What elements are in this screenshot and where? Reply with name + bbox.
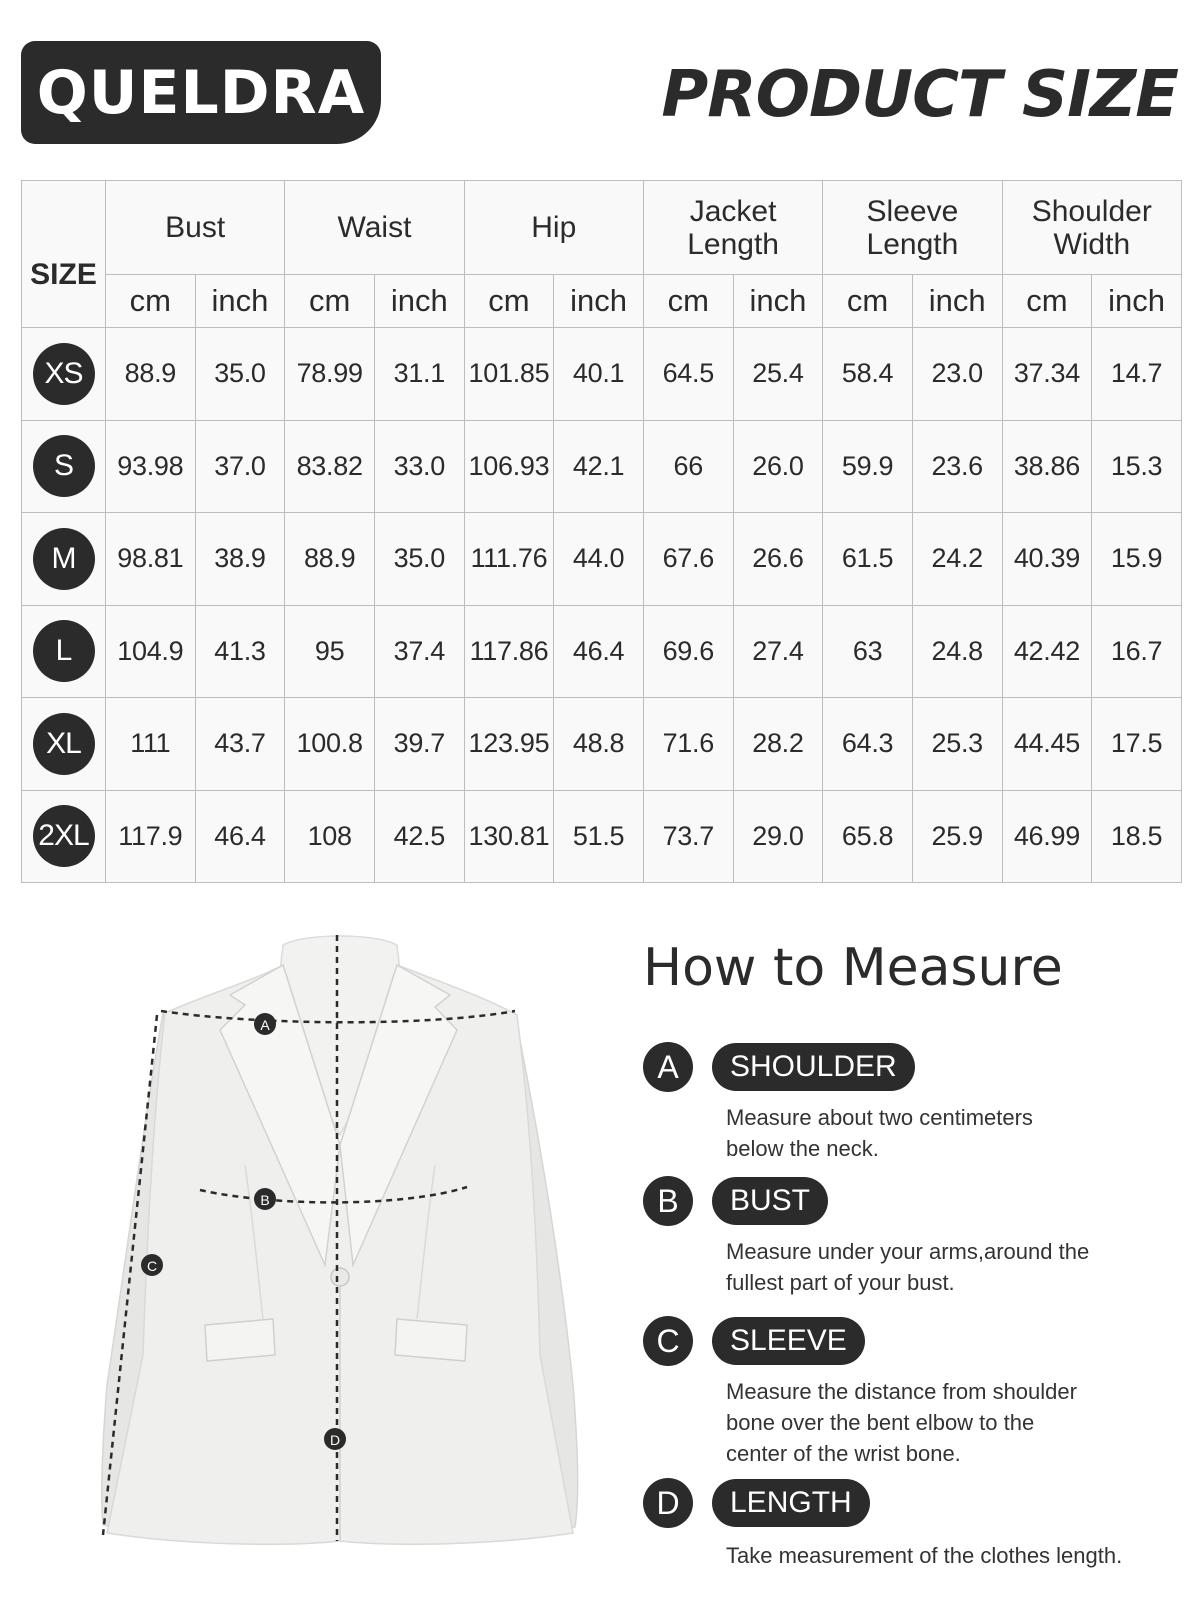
table-cell: 108 bbox=[285, 790, 375, 883]
table-cell: 46.99 bbox=[1002, 790, 1092, 883]
size-row bbox=[22, 513, 1182, 606]
unit-header: inch bbox=[912, 275, 1002, 328]
table-cell: 63 bbox=[823, 605, 913, 698]
size-badge: M bbox=[33, 528, 95, 590]
table-cell: 51.5 bbox=[554, 790, 644, 883]
table-unit-header-row bbox=[22, 275, 1182, 328]
step-letter-badge: A bbox=[643, 1042, 693, 1092]
size-row bbox=[22, 698, 1182, 791]
blazer-illustration bbox=[95, 935, 595, 1575]
table-cell: 61.5 bbox=[823, 513, 913, 606]
group-header-hip: Hip bbox=[464, 181, 643, 275]
table-cell: 37.34 bbox=[1002, 328, 1092, 421]
table-cell: 93.98 bbox=[106, 420, 196, 513]
table-cell: 38.9 bbox=[195, 513, 285, 606]
table-cell: 44.45 bbox=[1002, 698, 1092, 791]
step-description bbox=[726, 1376, 1186, 1469]
marker-b-label: B bbox=[260, 1192, 270, 1208]
table-cell: 41.3 bbox=[195, 605, 285, 698]
size-label-cell bbox=[22, 513, 106, 606]
table-cell: 42.5 bbox=[374, 790, 464, 883]
step-description-line: Measure about two centimeters bbox=[726, 1105, 1033, 1130]
step-label-pill: SHOULDER bbox=[712, 1043, 915, 1091]
size-badge: XS bbox=[33, 343, 95, 405]
table-cell: 117.86 bbox=[464, 605, 554, 698]
brand-name: QUELDRA bbox=[36, 57, 366, 128]
group-header-sleeve-length bbox=[823, 181, 1002, 275]
table-cell: 24.2 bbox=[912, 513, 1002, 606]
unit-header: inch bbox=[733, 275, 823, 328]
table-cell: 130.81 bbox=[464, 790, 554, 883]
table-cell: 40.1 bbox=[554, 328, 644, 421]
table-cell: 58.4 bbox=[823, 328, 913, 421]
table-cell: 101.85 bbox=[464, 328, 554, 421]
table-cell: 25.3 bbox=[912, 698, 1002, 791]
unit-header: cm bbox=[285, 275, 375, 328]
table-cell: 78.99 bbox=[285, 328, 375, 421]
size-row bbox=[22, 328, 1182, 421]
size-label-cell bbox=[22, 605, 106, 698]
table-cell: 33.0 bbox=[374, 420, 464, 513]
table-cell: 26.6 bbox=[733, 513, 823, 606]
table-cell: 123.95 bbox=[464, 698, 554, 791]
table-cell: 83.82 bbox=[285, 420, 375, 513]
unit-header: cm bbox=[1002, 275, 1092, 328]
table-cell: 37.4 bbox=[374, 605, 464, 698]
marker-a bbox=[254, 1013, 276, 1035]
table-cell: 28.2 bbox=[733, 698, 823, 791]
table-cell: 31.1 bbox=[374, 328, 464, 421]
unit-header: cm bbox=[643, 275, 733, 328]
step-description-line: fullest part of your bust. bbox=[726, 1270, 955, 1295]
brand-logo bbox=[21, 41, 381, 144]
table-cell: 40.39 bbox=[1002, 513, 1092, 606]
size-label-cell bbox=[22, 420, 106, 513]
size-label-cell bbox=[22, 790, 106, 883]
size-row bbox=[22, 420, 1182, 513]
step-description-line: bone over the bent elbow to the bbox=[726, 1410, 1035, 1435]
step-description-line: Take measurement of the clothes length. bbox=[726, 1543, 1123, 1568]
table-cell: 111.76 bbox=[464, 513, 554, 606]
table-cell: 38.86 bbox=[1002, 420, 1092, 513]
step-letter-badge: C bbox=[643, 1316, 693, 1366]
table-cell: 44.0 bbox=[554, 513, 644, 606]
step-label-pill: LENGTH bbox=[712, 1479, 870, 1527]
table-cell: 69.6 bbox=[643, 605, 733, 698]
step-description-line: below the neck. bbox=[726, 1136, 879, 1161]
table-cell: 14.7 bbox=[1092, 328, 1182, 421]
size-badge: 2XL bbox=[33, 805, 95, 867]
table-cell: 88.9 bbox=[106, 328, 196, 421]
unit-header: inch bbox=[554, 275, 644, 328]
unit-header: inch bbox=[195, 275, 285, 328]
step-description-line: Measure the distance from shoulder bbox=[726, 1379, 1077, 1404]
how-to-measure-title: How to Measure bbox=[643, 938, 1063, 998]
table-cell: 25.4 bbox=[733, 328, 823, 421]
group-header-jacket-length bbox=[643, 181, 822, 275]
table-cell: 35.0 bbox=[374, 513, 464, 606]
table-cell: 16.7 bbox=[1092, 605, 1182, 698]
table-cell: 66 bbox=[643, 420, 733, 513]
table-cell: 35.0 bbox=[195, 328, 285, 421]
table-cell: 24.8 bbox=[912, 605, 1002, 698]
marker-a-label: A bbox=[260, 1017, 270, 1033]
marker-c-label: C bbox=[146, 1258, 158, 1274]
table-cell: 95 bbox=[285, 605, 375, 698]
unit-header: cm bbox=[464, 275, 554, 328]
marker-c bbox=[141, 1254, 163, 1276]
table-cell: 106.93 bbox=[464, 420, 554, 513]
step-letter-badge: D bbox=[643, 1478, 693, 1528]
size-row bbox=[22, 790, 1182, 883]
marker-d bbox=[324, 1428, 346, 1450]
step-description bbox=[726, 1540, 1186, 1571]
table-cell: 59.9 bbox=[823, 420, 913, 513]
table-cell: 15.9 bbox=[1092, 513, 1182, 606]
group-header-sleeve-length-text: Sleeve Length bbox=[866, 194, 959, 261]
table-cell: 88.9 bbox=[285, 513, 375, 606]
table-cell: 42.42 bbox=[1002, 605, 1092, 698]
step-description-line: center of the wrist bone. bbox=[726, 1441, 961, 1466]
step-description-line: Measure under your arms,around the bbox=[726, 1239, 1090, 1264]
table-cell: 23.6 bbox=[912, 420, 1002, 513]
table-group-header-row bbox=[22, 181, 1182, 275]
size-row bbox=[22, 605, 1182, 698]
table-cell: 27.4 bbox=[733, 605, 823, 698]
size-table-body bbox=[22, 328, 1182, 883]
table-cell: 111 bbox=[106, 698, 196, 791]
table-cell: 29.0 bbox=[733, 790, 823, 883]
step-label-pill: BUST bbox=[712, 1177, 828, 1225]
unit-header: inch bbox=[1092, 275, 1182, 328]
unit-header: cm bbox=[106, 275, 196, 328]
table-cell: 39.7 bbox=[374, 698, 464, 791]
size-chart-table bbox=[21, 180, 1182, 883]
table-cell: 71.6 bbox=[643, 698, 733, 791]
size-badge: L bbox=[33, 620, 95, 682]
table-cell: 42.1 bbox=[554, 420, 644, 513]
table-cell: 100.8 bbox=[285, 698, 375, 791]
table-cell: 48.8 bbox=[554, 698, 644, 791]
group-header-bust: Bust bbox=[106, 181, 285, 275]
table-cell: 23.0 bbox=[912, 328, 1002, 421]
table-cell: 98.81 bbox=[106, 513, 196, 606]
unit-header: cm bbox=[823, 275, 913, 328]
step-label-pill: SLEEVE bbox=[712, 1317, 865, 1365]
size-badge: XL bbox=[33, 713, 95, 775]
marker-d-label: D bbox=[329, 1432, 341, 1448]
table-cell: 67.6 bbox=[643, 513, 733, 606]
step-letter-badge: B bbox=[643, 1176, 693, 1226]
page-title: PRODUCT SIZE bbox=[661, 58, 1178, 132]
group-header-shoulder-width-text: Shoulder Width bbox=[1031, 194, 1152, 261]
table-cell: 65.8 bbox=[823, 790, 913, 883]
group-header-waist: Waist bbox=[285, 181, 464, 275]
table-cell: 46.4 bbox=[554, 605, 644, 698]
table-cell: 117.9 bbox=[106, 790, 196, 883]
size-column-header: SIZE bbox=[22, 181, 106, 328]
size-label-cell bbox=[22, 328, 106, 421]
table-cell: 104.9 bbox=[106, 605, 196, 698]
table-cell: 17.5 bbox=[1092, 698, 1182, 791]
size-label-cell bbox=[22, 698, 106, 791]
table-cell: 18.5 bbox=[1092, 790, 1182, 883]
table-cell: 64.5 bbox=[643, 328, 733, 421]
table-cell: 25.9 bbox=[912, 790, 1002, 883]
table-cell: 26.0 bbox=[733, 420, 823, 513]
marker-b bbox=[254, 1188, 276, 1210]
size-badge: S bbox=[33, 435, 95, 497]
group-header-shoulder-width bbox=[1002, 181, 1181, 275]
table-cell: 46.4 bbox=[195, 790, 285, 883]
unit-header: inch bbox=[374, 275, 464, 328]
step-description bbox=[726, 1236, 1186, 1298]
table-cell: 37.0 bbox=[195, 420, 285, 513]
table-cell: 73.7 bbox=[643, 790, 733, 883]
table-cell: 43.7 bbox=[195, 698, 285, 791]
step-description bbox=[726, 1102, 1186, 1164]
table-cell: 64.3 bbox=[823, 698, 913, 791]
table-cell: 15.3 bbox=[1092, 420, 1182, 513]
group-header-jacket-length-text: Jacket Length bbox=[687, 194, 779, 261]
